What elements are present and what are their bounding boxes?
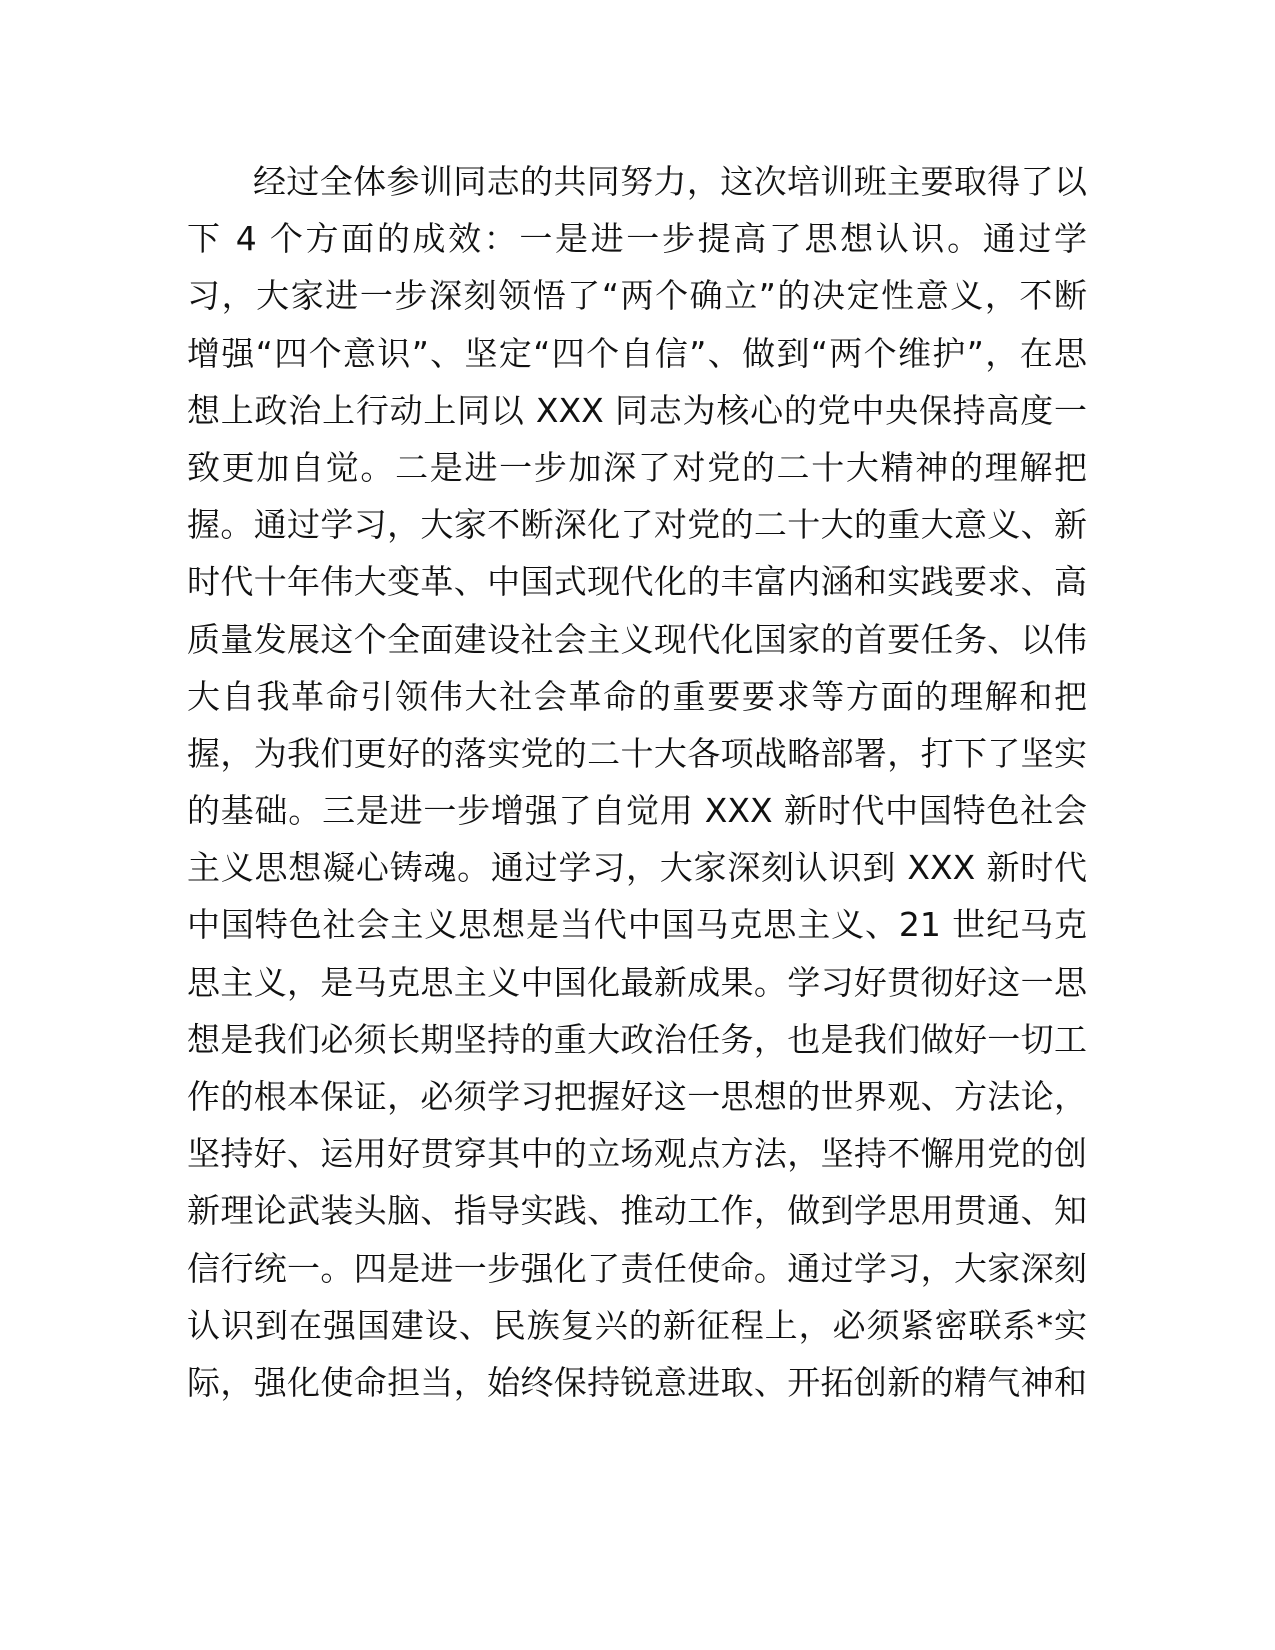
paragraph-line-15: 思主义，是马克思主义中国化最新成果。学习好贯彻好这一思: [187, 962, 1087, 1002]
paragraph-line-19: 新理论武装头脑、指导实践、推动工作，做到学思用贯通、知: [187, 1191, 1087, 1231]
body-paragraph: [187, 153, 1087, 1411]
paragraph-line-12: 的基础。三是进一步增强了自觉用 XXX 新时代中国特色社会: [187, 791, 1087, 831]
paragraph-line-9: 质量发展这个全面建设社会主义现代化国家的首要任务、以伟: [187, 619, 1087, 659]
paragraph-line-21: 认识到在强国建设、民族复兴的新征程上，必须紧密联系*实: [187, 1305, 1087, 1345]
paragraph-line-14: 中国特色社会主义思想是当代中国马克思主义、21 世纪马克: [187, 905, 1087, 945]
paragraph-line-5: 想上政治上行动上同以 XXX 同志为核心的党中央保持高度一: [187, 390, 1087, 430]
paragraph-line-11: 握，为我们更好的落实党的二十大各项战略部署，打下了坚实: [187, 733, 1087, 773]
paragraph-line-3: 习，大家进一步深刻领悟了“两个确立”的决定性意义，不断: [187, 276, 1087, 316]
paragraph-line-10: 大自我革命引领伟大社会革命的重要要求等方面的理解和把: [187, 676, 1087, 716]
paragraph-line-17: 作的根本保证，必须学习把握好这一思想的世界观、方法论，: [187, 1077, 1087, 1116]
paragraph-line-4: 增强“四个意识”、坚定“四个自信”、做到“两个维护”，在思: [187, 333, 1087, 373]
paragraph-line-1: 经过全体参训同志的共同努力，这次培训班主要取得了以: [253, 162, 1087, 201]
paragraph-line-22: 际，强化使命担当，始终保持锐意进取、开拓创新的精气神和: [187, 1362, 1087, 1402]
paragraph-line-16: 想是我们必须长期坚持的重大政治任务，也是我们做好一切工: [187, 1019, 1087, 1059]
paragraph-line-18: 坚持好、运用好贯穿其中的立场观点方法，坚持不懈用党的创: [187, 1134, 1087, 1174]
paragraph-line-7: 握。通过学习，大家不断深化了对党的二十大的重大意义、新: [187, 505, 1087, 545]
paragraph-line-8: 时代十年伟大变革、中国式现代化的丰富内涵和实践要求、高: [187, 562, 1087, 602]
paragraph-line-6: 致更加自觉。二是进一步加深了对党的二十大精神的理解把: [187, 447, 1087, 487]
paragraph-line-20: 信行统一。四是进一步强化了责任使命。通过学习，大家深刻: [187, 1248, 1087, 1288]
paragraph-line-2: 下 4 个方面的成效：一是进一步提高了思想认识。通过学: [187, 219, 1087, 259]
paragraph-line-13: 主义思想凝心铸魂。通过学习，大家深刻认识到 XXX 新时代: [187, 848, 1087, 888]
